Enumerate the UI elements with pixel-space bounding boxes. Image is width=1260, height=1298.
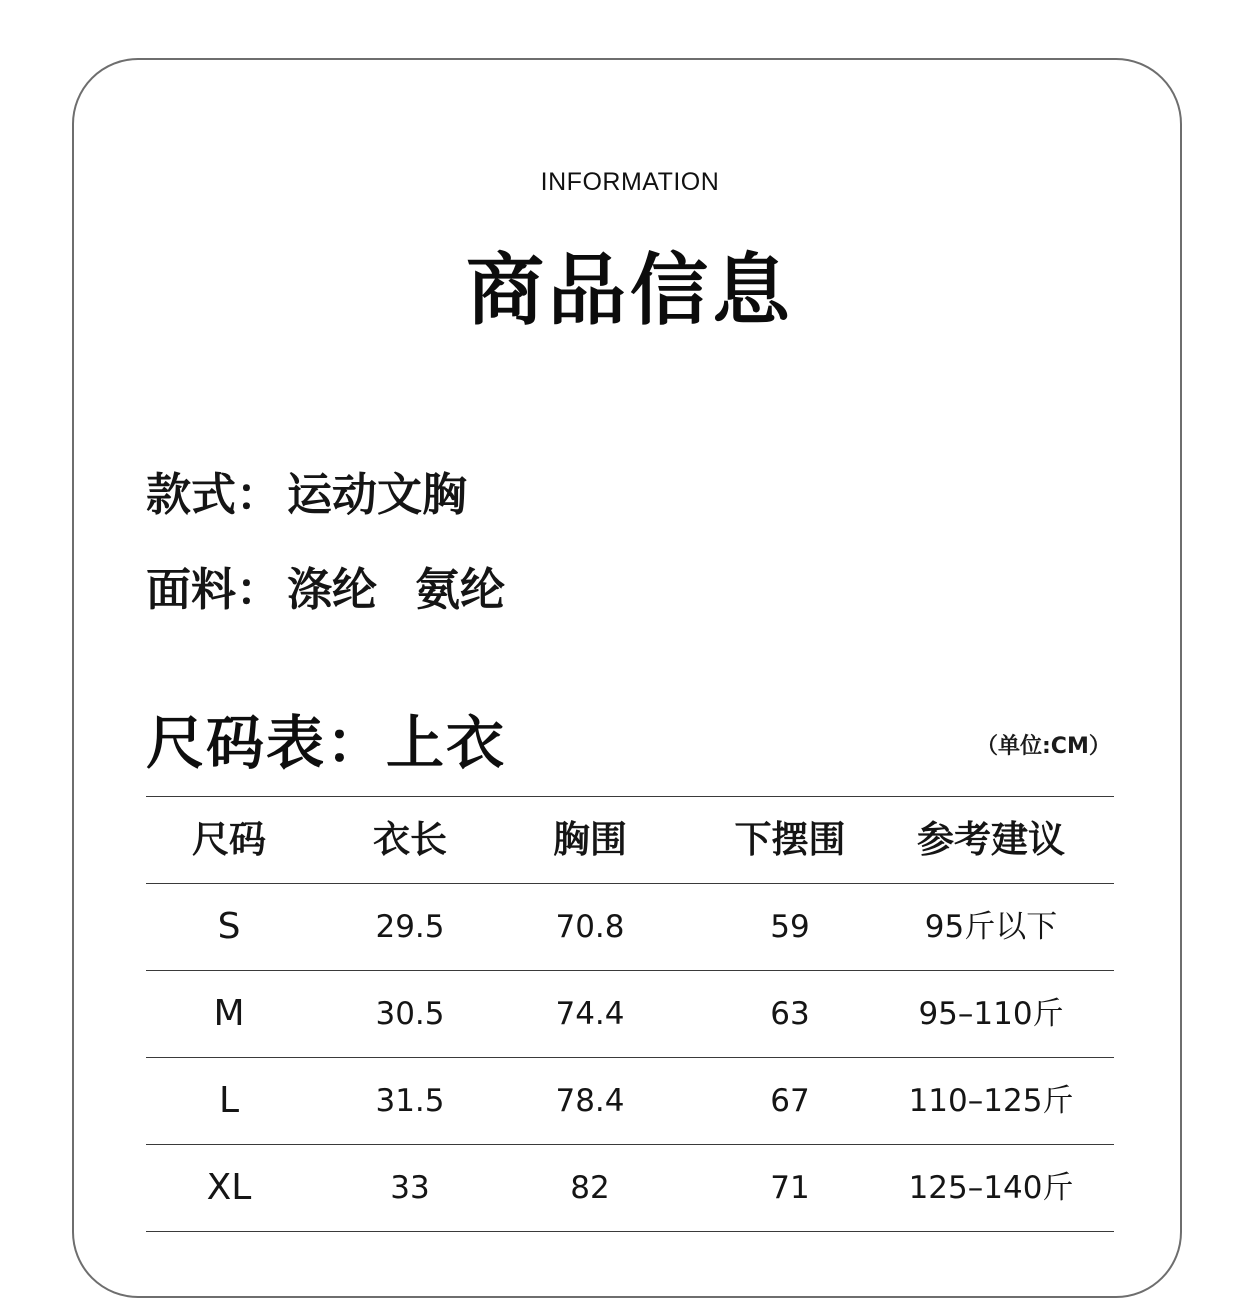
chest-cell: 82 [570, 1170, 610, 1206]
column-header-size: 尺码 [192, 818, 266, 861]
column-header-hem: 下摆围 [734, 818, 846, 861]
page-title: 商品信息 [465, 246, 794, 336]
style-line [146, 458, 467, 523]
advice-cell: 95斤以下 [924, 909, 1058, 945]
size-cell: S [217, 906, 241, 947]
advice-cell: 95–110斤 [918, 996, 1064, 1032]
style-value: 运动文胸 [287, 468, 468, 521]
table-row [146, 1144, 1114, 1232]
table-header-row [146, 796, 1114, 883]
chest-cell: 74.4 [555, 996, 625, 1032]
fabric-label: 面料： [146, 563, 282, 616]
table-row [146, 970, 1114, 1057]
hem-cell: 67 [770, 1083, 810, 1119]
advice-cell: 125–140斤 [908, 1170, 1074, 1206]
table-row [146, 883, 1114, 970]
fabric-value-2: 氨纶 [415, 563, 506, 616]
size-cell: M [213, 993, 245, 1034]
fabric-value-1: 涤纶 [287, 563, 378, 616]
column-header-advice: 参考建议 [917, 818, 1065, 861]
table-row [146, 1057, 1114, 1144]
size-cell: XL [206, 1167, 252, 1208]
length-cell: 30.5 [375, 996, 445, 1032]
column-header-length: 衣长 [373, 818, 447, 861]
fabric-line [146, 553, 505, 618]
hem-cell: 59 [770, 909, 810, 945]
size-cell: L [218, 1080, 240, 1121]
section-eyebrow: INFORMATION [540, 168, 720, 196]
chest-cell: 70.8 [555, 909, 625, 945]
size-chart-heading: 尺码表：上衣 [146, 709, 507, 777]
column-header-chest: 胸围 [553, 818, 627, 861]
chest-cell: 78.4 [555, 1083, 625, 1119]
length-cell: 31.5 [375, 1083, 445, 1119]
length-cell: 29.5 [375, 909, 445, 945]
advice-cell: 110–125斤 [908, 1083, 1074, 1119]
unit-note: （单位:CM） [976, 734, 1111, 759]
hem-cell: 63 [770, 996, 810, 1032]
length-cell: 33 [390, 1170, 430, 1206]
size-table [146, 796, 1114, 1232]
hem-cell: 71 [770, 1170, 810, 1206]
style-label: 款式： [146, 468, 282, 521]
